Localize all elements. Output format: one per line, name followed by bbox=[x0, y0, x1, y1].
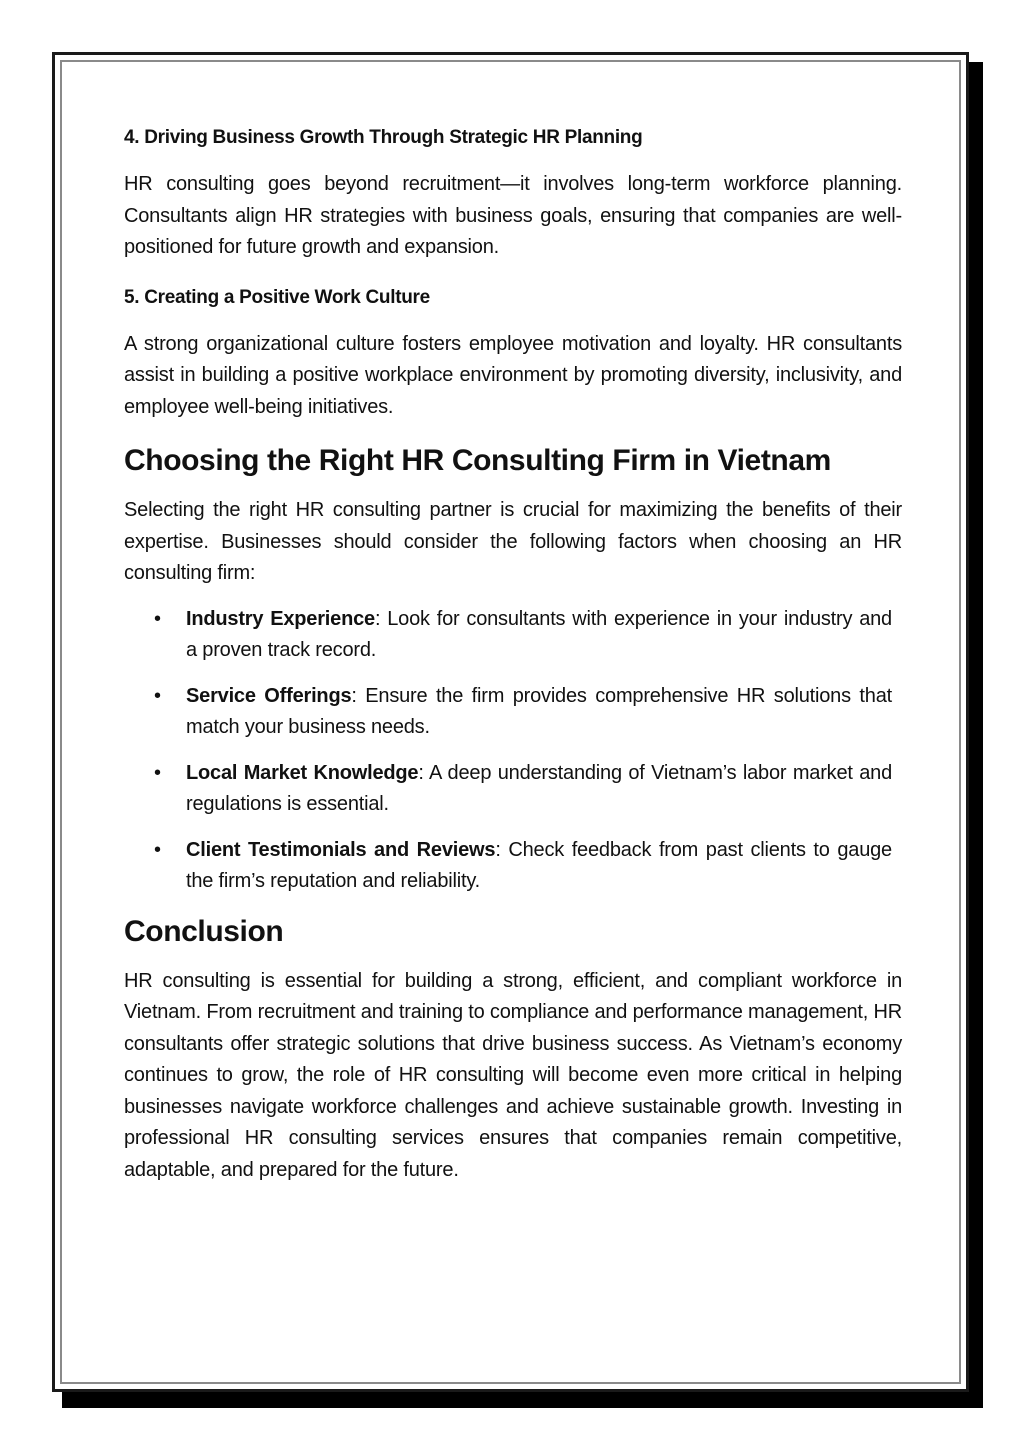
page-content bbox=[124, 124, 902, 1186]
section-body-work-culture: A strong organizational culture fosters employee motivation and loyalty. HR consultants assist in building a positive workplace environment by promoting diversity, inclusivity, and employee well-being initiatives. bbox=[124, 332, 902, 418]
factor-term: Industry Experience bbox=[186, 607, 375, 630]
bullet-icon: • bbox=[154, 838, 161, 861]
section-heading-work-culture: 5. Creating a Positive Work Culture bbox=[124, 286, 430, 308]
factor-term: Local Market Knowledge bbox=[186, 761, 419, 784]
factor-description: : Ensure the firm provides comprehensive HR solutions that match your business needs. bbox=[186, 684, 892, 738]
conclusion-heading: Conclusion bbox=[124, 914, 284, 948]
section-heading-hr-planning: 4. Driving Business Growth Through Strategic HR Planning bbox=[124, 127, 643, 148]
factor-description: : Check feedback from past clients to gauge the firm’s reputation and reliability. bbox=[186, 838, 892, 892]
bullet-icon: • bbox=[154, 607, 161, 630]
list-item bbox=[124, 604, 892, 667]
list-item bbox=[124, 681, 892, 744]
choosing-firm-intro: Selecting the right HR consulting partner is crucial for maximizing the benefits of their expertise. Businesses should consider the following factors when choosing an HR consulting firm: bbox=[124, 499, 902, 584]
list-item bbox=[124, 835, 892, 898]
list-item bbox=[124, 758, 892, 821]
factor-description: : A deep understanding of Vietnam’s labor market and regulations is essential. bbox=[186, 761, 892, 815]
conclusion-body: HR consulting is essential for building a strong, efficient, and compliant workforce in Vietnam. From recruitment and training to compliance and performance management, HR consultants offer strategic solutions that drive business success. As Vietnam’s economy continues to grow, the role of HR consulting will become even more critical in helping businesses navigate workforce challenges and achieve sustainable growth. Investing in professional HR consulting services ensures that companies remain competitive, adaptable, and prepared for the future. bbox=[124, 969, 902, 1181]
bullet-icon: • bbox=[154, 761, 161, 784]
bullet-icon: • bbox=[154, 684, 161, 707]
choosing-firm-heading: Choosing the Right HR Consulting Firm in Vietnam bbox=[124, 444, 831, 477]
factor-term: Service Offerings bbox=[186, 684, 352, 707]
section-body-hr-planning: HR consulting goes beyond recruitment—it involves long-term workforce planning. Consultants align HR strategies with business goals, ensuring that companies are well-positioned for future growth and expansion. bbox=[124, 173, 902, 258]
factor-term: Client Testimonials and Reviews bbox=[186, 838, 496, 861]
factor-description: : Look for consultants with experience in your industry and a proven track record. bbox=[186, 607, 892, 661]
factors-list bbox=[124, 604, 902, 898]
